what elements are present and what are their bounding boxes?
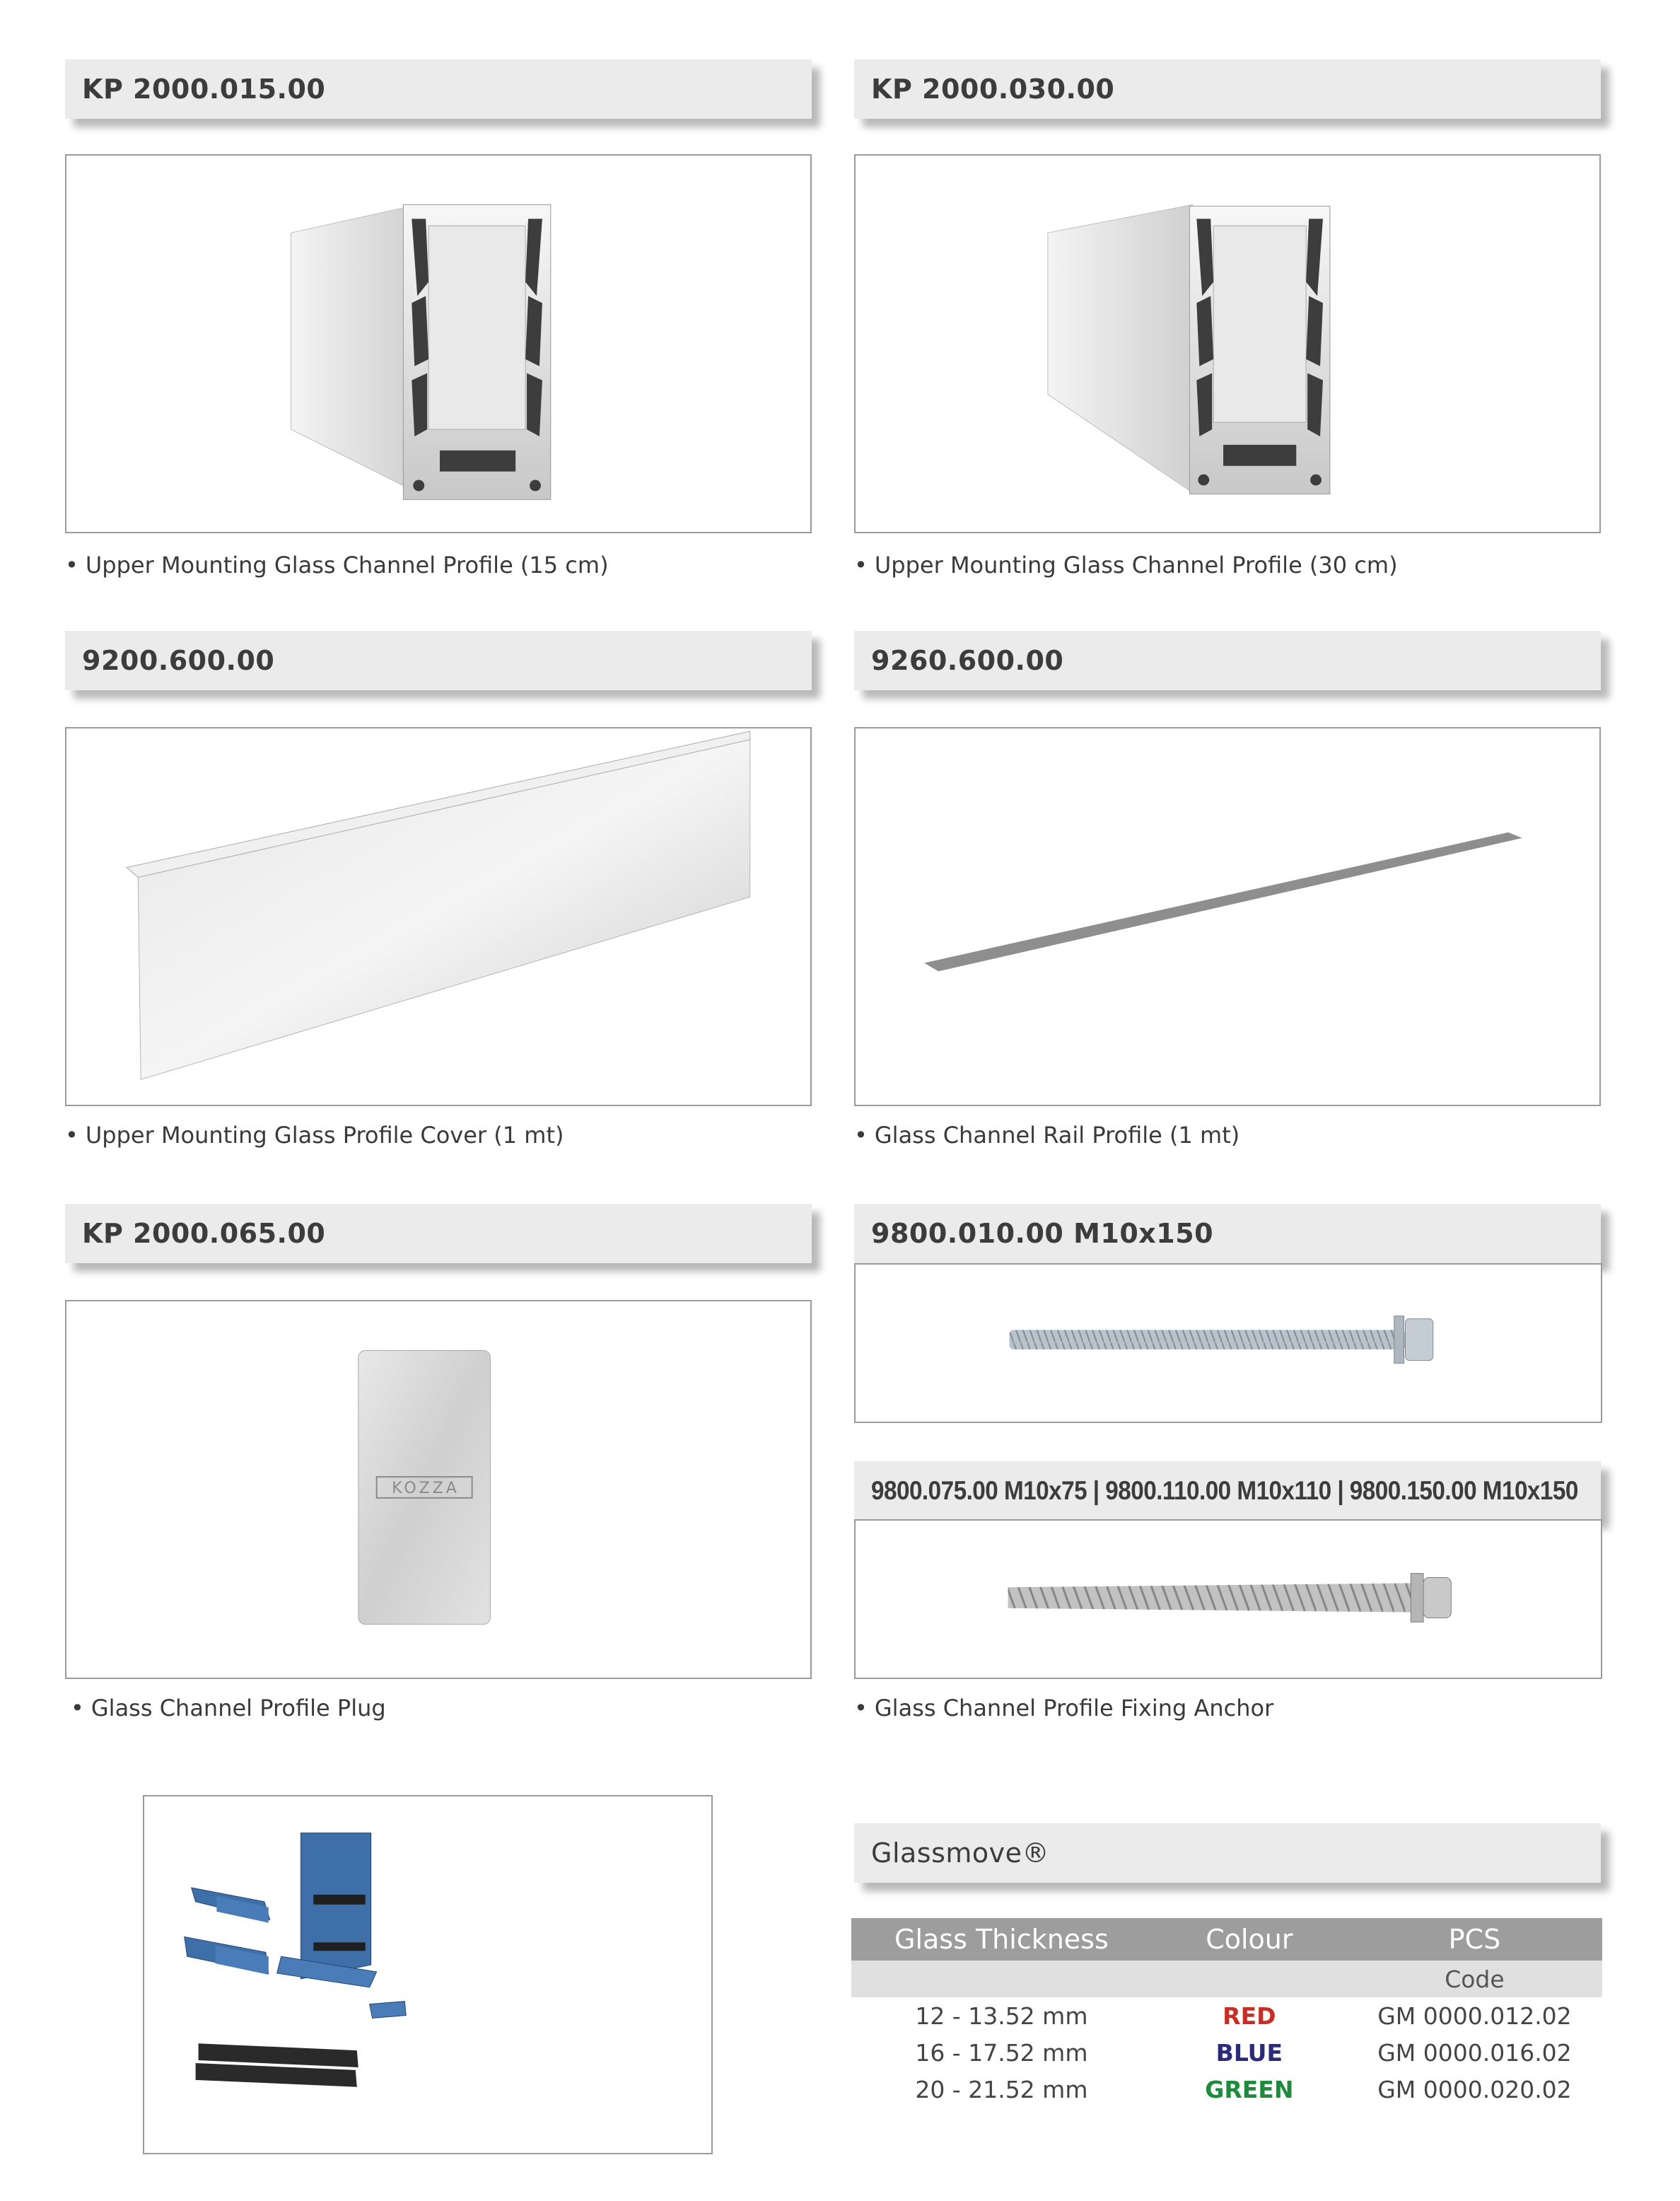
caption-text: Upper Mounting Glass Channel Profile (15 cm): [85, 552, 609, 579]
col-pcs: PCS: [1347, 1918, 1602, 1961]
product-header: [65, 1204, 812, 1263]
product-caption: [65, 552, 609, 579]
bullet: •: [854, 1122, 868, 1149]
table-subheader-row: [851, 1961, 1602, 1997]
thickness-cell: 12 - 13.52 mm: [915, 2002, 1088, 2030]
product-caption: [854, 552, 1398, 579]
subheader-cell: [1152, 1961, 1347, 1997]
product-code: 9800.075.00 M10x75 | 9800.110.00 M10x110 | 9800.150.00 M10x150: [871, 1476, 1578, 1505]
product-header: [854, 59, 1601, 119]
product-header: [854, 1461, 1601, 1521]
code-cell: GM 0000.016.02: [1377, 2038, 1572, 2067]
bullet: •: [854, 1695, 868, 1721]
profile-cover-image: [66, 728, 810, 1105]
col-colour: Colour: [1152, 1918, 1347, 1961]
product-code: 9260.600.00: [871, 645, 1064, 676]
product-header: [65, 631, 812, 690]
table-header-row: [851, 1918, 1602, 1961]
threaded-rod-image: [856, 1265, 1601, 1422]
product-code: 9800.010.00 M10x150: [871, 1218, 1214, 1249]
bullet: •: [65, 1122, 78, 1149]
product-caption: [71, 1695, 386, 1721]
glassmove-header: [854, 1823, 1601, 1883]
thickness-cell: 20 - 21.52 mm: [915, 2075, 1088, 2103]
product-header: [65, 59, 812, 119]
product-code: 9200.600.00: [82, 645, 275, 676]
product-image-frame: [65, 727, 812, 1106]
colour-cell: GREEN: [1205, 2075, 1294, 2103]
channel-profile-image: [856, 156, 1599, 532]
kozza-logo: KOZZA: [392, 1480, 460, 1497]
glassmove-title: Glassmove®: [871, 1837, 1050, 1869]
product-image-frame: [854, 727, 1601, 1106]
product-header: [854, 1204, 1601, 1263]
code-cell: GM 0000.020.02: [1377, 2075, 1572, 2103]
glassmove-kit-image: [144, 1796, 711, 2153]
colour-cell: BLUE: [1215, 2038, 1283, 2067]
glassmove-table: [851, 1918, 1602, 2108]
subheader-cell: [851, 1961, 1152, 1997]
caption-text: Glass Channel Profile Fixing Anchor: [874, 1695, 1274, 1721]
product-code: KP 2000.015.00: [82, 74, 326, 105]
colour-cell: RED: [1223, 2002, 1276, 2030]
product-image-frame: [854, 154, 1601, 533]
product-code: KP 2000.065.00: [82, 1218, 326, 1249]
product-code: KP 2000.030.00: [871, 74, 1115, 105]
thickness-cell: 16 - 17.52 mm: [915, 2038, 1088, 2067]
caption-text: Upper Mounting Glass Channel Profile (30 cm): [874, 552, 1398, 579]
product-caption: [65, 1122, 564, 1149]
table-row: [851, 1997, 1602, 2034]
product-image-frame: [65, 154, 812, 533]
caption-text: Upper Mounting Glass Profile Cover (1 mt): [85, 1122, 564, 1149]
caption-text: Glass Channel Rail Profile (1 mt): [874, 1122, 1240, 1149]
subheader-code: Code: [1347, 1961, 1602, 1997]
rail-profile-image: [856, 728, 1599, 1105]
table-row: [851, 2034, 1602, 2071]
bullet: •: [854, 552, 868, 579]
product-image-frame: [854, 1519, 1602, 1679]
product-image-frame: [854, 1263, 1602, 1423]
product-header: [854, 631, 1601, 690]
table-row: [851, 2071, 1602, 2108]
product-caption: [854, 1122, 1239, 1149]
bullet: •: [65, 552, 78, 579]
caption-text: Glass Channel Profile Plug: [91, 1695, 386, 1721]
glassmove-kit-frame: [143, 1795, 713, 2154]
product-image-frame: [65, 1300, 812, 1679]
bullet: •: [71, 1695, 84, 1721]
channel-profile-image: [66, 156, 810, 532]
fixing-anchor-image: [856, 1521, 1601, 1678]
code-cell: GM 0000.012.02: [1377, 2002, 1572, 2030]
product-caption: [854, 1695, 1273, 1721]
col-glass-thickness: Glass Thickness: [851, 1918, 1152, 1961]
